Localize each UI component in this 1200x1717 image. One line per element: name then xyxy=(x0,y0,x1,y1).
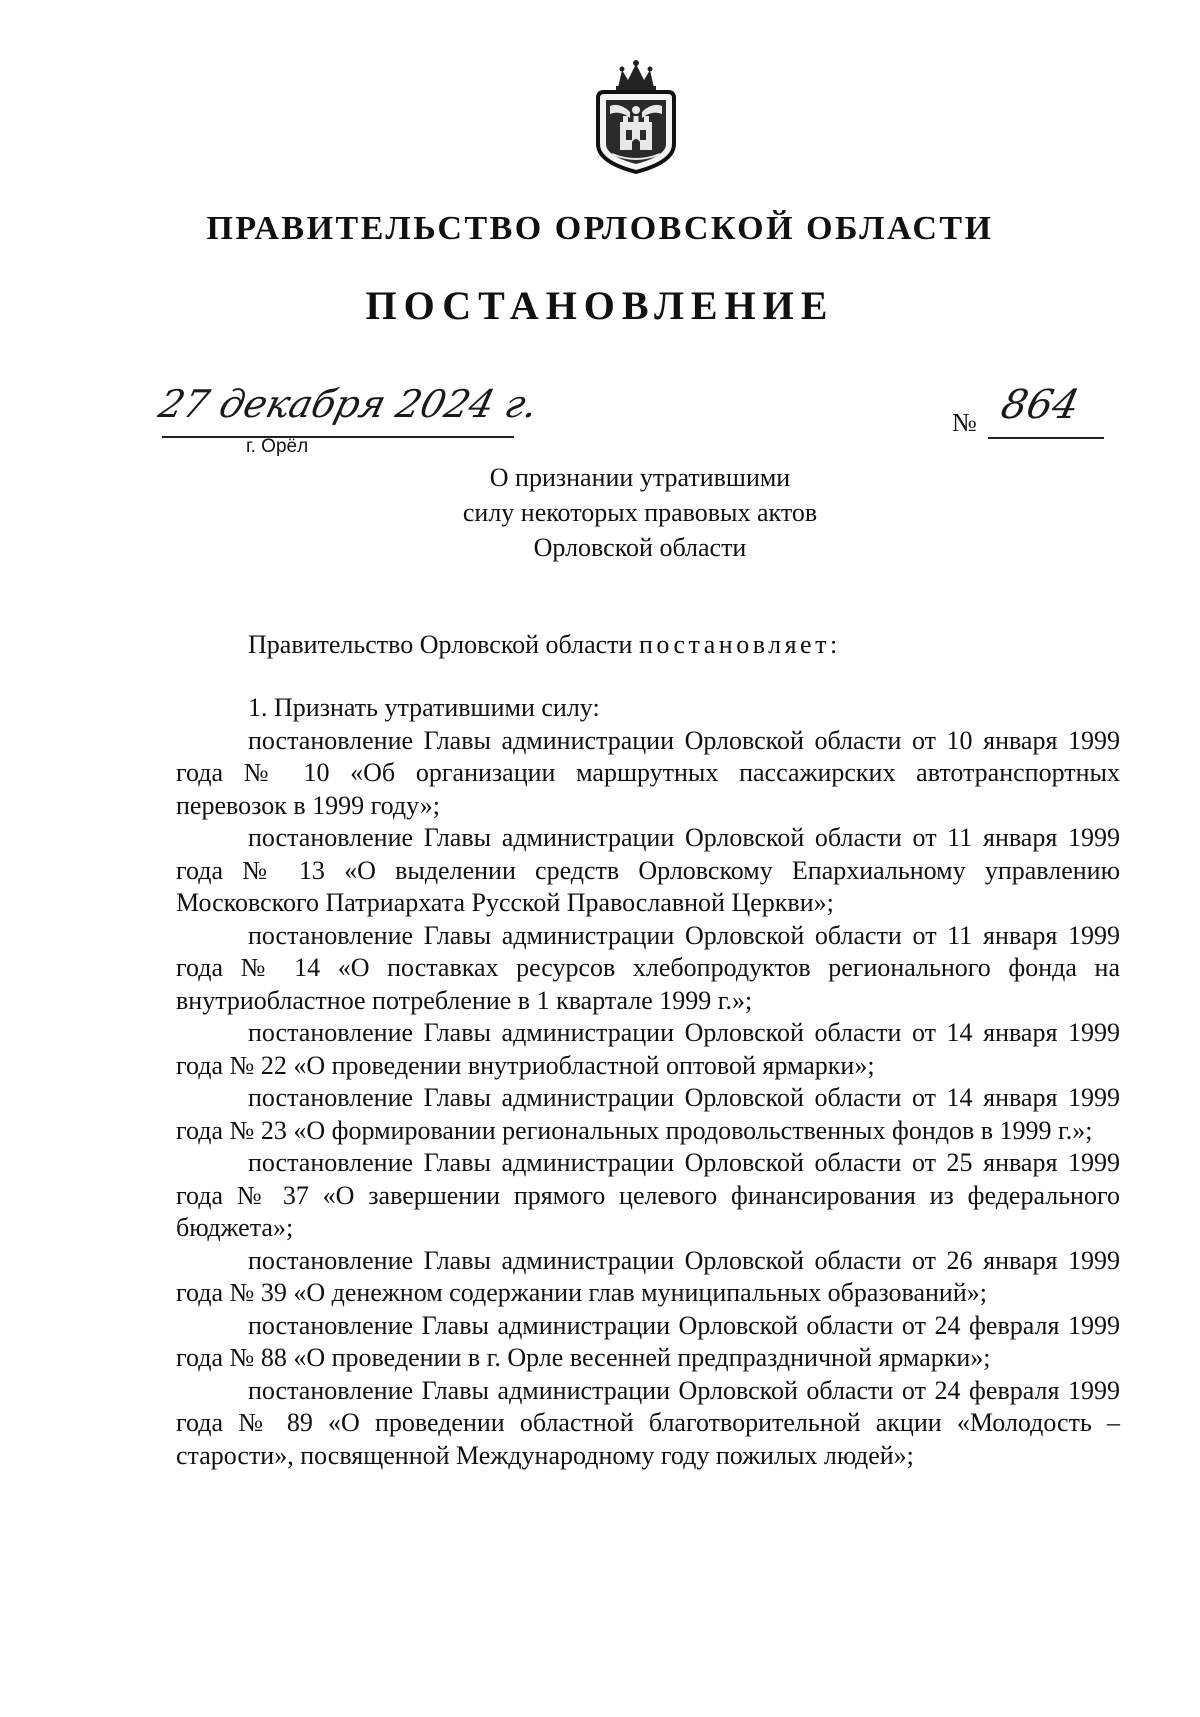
number-label: № xyxy=(952,408,977,437)
repealed-act-item: постановление Главы администрации Орловской области от 11 января 1999 года № 14 «О поставках ресурсов хлебопродуктов регионального фонда на внутриобластное потребление в 1 квартале 1999 г.»; xyxy=(176,920,1120,1015)
repealed-act-item: постановление Главы администрации Орловской области от 25 января 1999 года № 37 «О завершении прямого целевого финансирования из федерального бюджета»; xyxy=(176,1148,1120,1242)
subject-line: силу некоторых правовых актов xyxy=(462,498,818,527)
government-title: ПРАВИТЕЛЬСТВО ОРЛОВСКОЙ ОБЛАСТИ xyxy=(206,210,994,247)
resolution-intro xyxy=(248,630,841,660)
date-underline xyxy=(162,436,514,438)
repealed-act-item: постановление Главы администрации Орловской области от 14 января 1999 года № 22 «О проведении внутриобластной оптовой ярмарки»; xyxy=(176,1018,1120,1080)
handwritten-date: 27 декабря 2024 г. xyxy=(154,382,543,426)
document-type-title: ПОСТАНОВЛЕНИЕ xyxy=(365,283,835,328)
handwritten-document-number: 864 xyxy=(997,382,1084,428)
repealed-act-item: постановление Главы администрации Орловской области от 24 февраля 1999 года № 88 «О проведении в г. Орле весенней предпраздничной ярмарки»; xyxy=(176,1310,1120,1372)
repealed-act-item: постановление Главы администрации Орловской области от 26 января 1999 года № 39 «О денежном содержании глав муниципальных образований»; xyxy=(176,1245,1120,1307)
repealed-act-item: постановление Главы администрации Орловской области от 10 января 1999 года № 10 «Об организации маршрутных пассажирских автотранспортных перевозок в 1999 году»; xyxy=(176,725,1120,820)
subject-line: Орловской области xyxy=(533,533,747,562)
orel-region-coat-of-arms-icon xyxy=(590,58,682,176)
city-label: г. Орёл xyxy=(246,436,309,457)
subject-line: О признании утратившими xyxy=(489,463,791,492)
clause-1: 1. Признать утратившими силу: xyxy=(248,693,600,722)
repealed-act-item: постановление Главы администрации Орловской области от 14 января 1999 года № 23 «О формировании региональных продовольственных фондов в 1999 г.»; xyxy=(176,1083,1120,1145)
intro-text: Правительство Орловской области xyxy=(248,630,639,659)
intro-emphasis: постановляет: xyxy=(638,630,841,659)
document-subject xyxy=(400,460,880,565)
number-underline xyxy=(988,437,1104,439)
repealed-act-item: постановление Главы администрации Орловской области от 11 января 1999 года № 13 «О выделении средств Орловскому Епархиальному управлению Московского Патриархата Русской Православной Церкви»; xyxy=(176,823,1120,917)
repealed-act-item: постановление Главы администрации Орловской области от 24 февраля 1999 года № 89 «О проведении областной благотворительной акции «Молодость – старости», посвященной Международному году пожилых людей»; xyxy=(176,1375,1120,1470)
document-body xyxy=(176,692,1120,1472)
